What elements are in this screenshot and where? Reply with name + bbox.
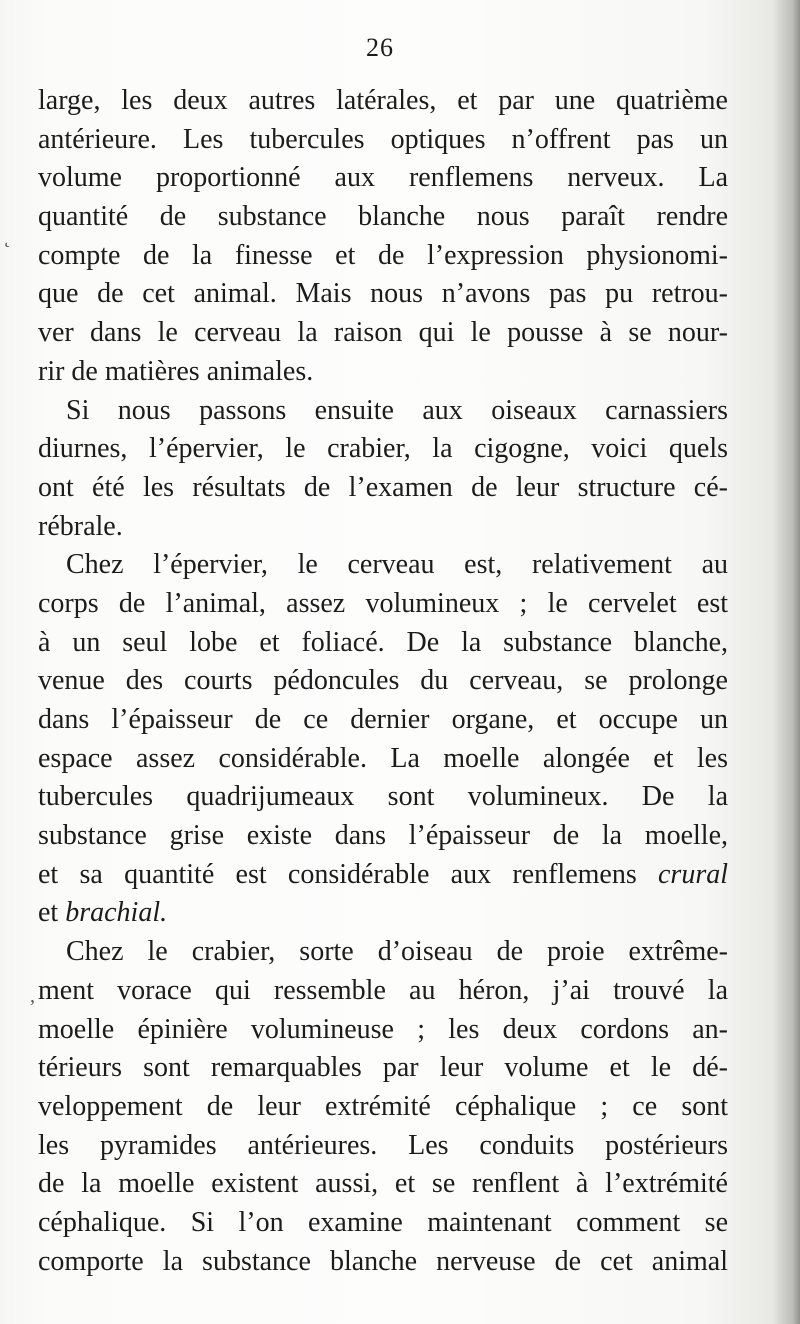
text-line-content: rébrale. <box>38 510 123 542</box>
page-number: 26 <box>366 33 394 62</box>
text-line <box>38 701 728 740</box>
text-line-content: Si nous passons ensuite aux oiseaux carnassiers <box>66 394 728 426</box>
text-line <box>38 740 728 779</box>
text-line <box>38 237 728 276</box>
text-line-content: diurnes, l’épervier, le crabier, la cigogne, voici quels <box>38 433 728 465</box>
margin-mark: ˛ <box>4 226 11 248</box>
text-line-content: rir de matières animales. <box>38 355 314 387</box>
text-line <box>38 392 728 431</box>
text-line <box>38 353 728 392</box>
text-line <box>38 1088 728 1127</box>
text-line-content: moelle épinière volumineuse ; les deux cordons an- <box>38 1013 728 1045</box>
text-line <box>38 121 728 160</box>
body-text <box>38 82 728 1281</box>
text-line-content: veloppement de leur extrémité céphalique ; ce sont <box>38 1090 728 1122</box>
text-line <box>38 585 728 624</box>
text-line-content: les pyramides antérieures. Les conduits postérieurs <box>38 1129 728 1161</box>
text-line-content: corps de l’animal, assez volumineux ; le cervelet est <box>38 587 728 619</box>
text-line <box>38 469 728 508</box>
text-line-content: dans l’épaisseur de ce dernier organe, et occupe un <box>38 704 728 735</box>
text-line-content: que de cet animal. Mais nous n’avons pas pu retrou- <box>38 278 728 310</box>
text-line-content: et <box>38 897 59 929</box>
text-line <box>38 817 728 856</box>
text-line-content: quantité de substance blanche nous paraît rendre <box>38 201 728 233</box>
text-line-content: volume proportionné aux renflemens nerveux. La <box>38 162 728 194</box>
italic-term: brachial. <box>65 897 168 929</box>
text-line <box>38 1204 728 1243</box>
text-line-content: ont été les résultats de l’examen de leur structure cé- <box>38 471 728 503</box>
text-line <box>38 198 728 237</box>
text-line-content: comporte la substance blanche nerveuse de cet animal <box>38 1245 728 1277</box>
text-line-content: de la moelle existent aussi, et se renflent à l’extrémité <box>38 1168 728 1200</box>
text-line-content: céphalique. Si l’on examine maintenant comment se <box>38 1206 728 1238</box>
text-line-content: Chez le crabier, sorte d’oiseau de proie extrême- <box>66 936 728 968</box>
text-line-content: et sa quantité est considérable aux renflemens <box>38 858 637 890</box>
text-line <box>38 508 728 547</box>
text-line <box>38 1127 728 1166</box>
text-line <box>38 430 728 469</box>
text-line-content: compte de la finesse et de l’expression physionomi- <box>38 239 728 271</box>
text-line <box>38 275 728 314</box>
text-line <box>38 662 728 701</box>
text-line <box>38 1243 728 1282</box>
text-line-content: large, les deux autres latérales, et par une quatrième <box>38 85 728 116</box>
text-line-content: Chez l’épervier, le cerveau est, relativement au <box>66 549 728 581</box>
text-line <box>38 894 728 933</box>
text-line <box>38 933 728 972</box>
text-line <box>38 778 728 817</box>
text-line-content: à un seul lobe et foliacé. De la substance blanche, <box>38 626 728 658</box>
text-line <box>38 1165 728 1204</box>
text-line <box>38 972 728 1011</box>
margin-mark: , <box>30 985 35 1007</box>
text-line-content: antérieure. Les tubercules optiques n’offrent pas un <box>38 123 728 155</box>
text-line <box>38 82 728 121</box>
text-line-content: substance grise existe dans l’épaisseur de la moelle, <box>38 820 728 852</box>
text-line <box>38 624 728 663</box>
text-line-content: ment vorace qui ressemble au héron, j’ai trouvé la <box>38 974 728 1006</box>
text-line-content: espace assez considérable. La moelle alongée et les <box>38 742 728 774</box>
text-line <box>38 314 728 353</box>
binding-shadow <box>774 0 800 1324</box>
text-line <box>38 1011 728 1050</box>
text-line <box>38 856 728 895</box>
italic-term: crural <box>658 858 728 890</box>
text-line-content: tubercules quadrijumeaux sont volumineux. De la <box>38 781 728 813</box>
text-line-content: térieurs sont remarquables par leur volume et le dé- <box>38 1052 728 1084</box>
text-line <box>38 159 728 198</box>
text-line-content: ver dans le cerveau la raison qui le pousse à se nour- <box>38 317 728 349</box>
text-line-content: venue des courts pédoncules du cerveau, se prolonge <box>38 665 728 697</box>
text-line <box>38 546 728 585</box>
text-line <box>38 1049 728 1088</box>
